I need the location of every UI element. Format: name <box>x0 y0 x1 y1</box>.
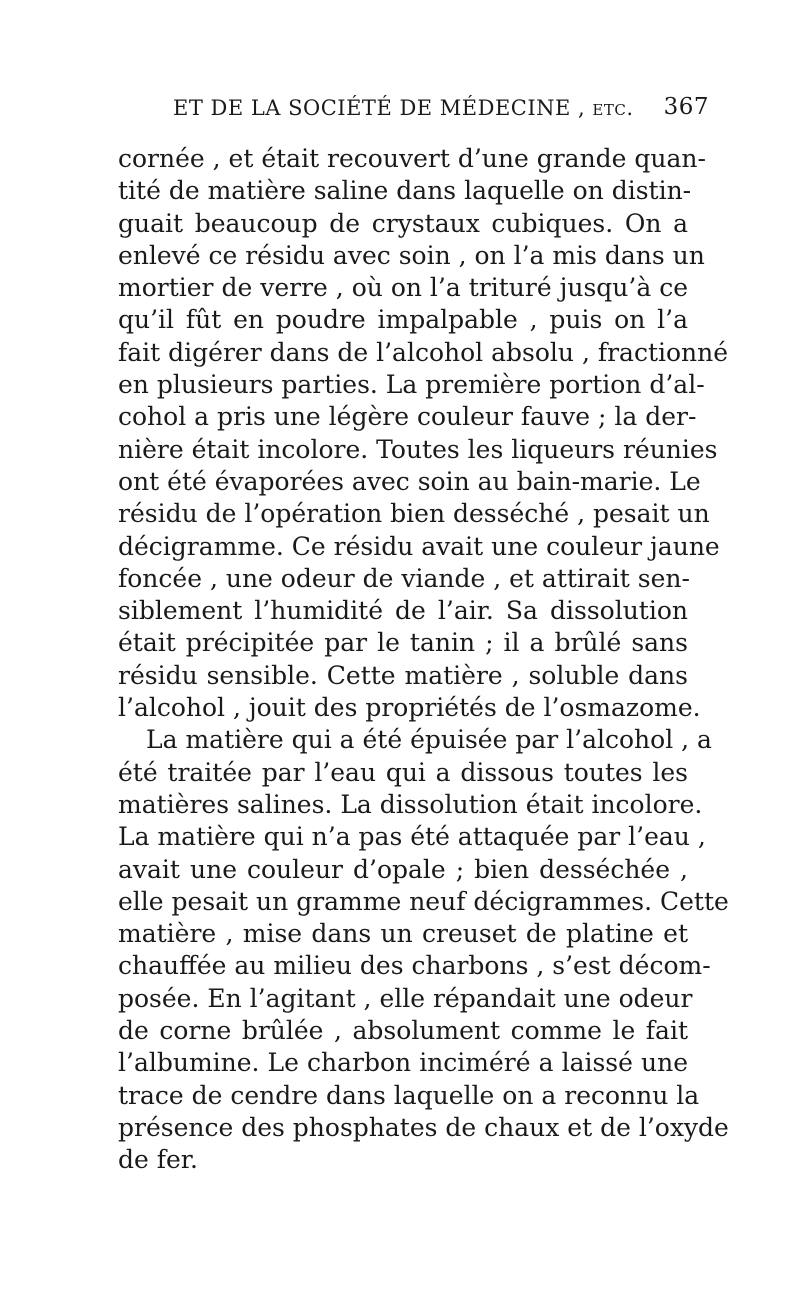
text-line: l’alcohol , jouit des propriétés de l’osmazome. <box>118 693 701 723</box>
text-line: résidu de l’opération bien desséché , pesait un <box>118 499 710 529</box>
text-line: elle pesait un gramme neuf décigrammes. Cette <box>118 886 729 916</box>
text-line: matières salines. La dissolution était incolore. <box>118 789 703 819</box>
text-line: chauffée au milieu des charbons , s’est décom- <box>118 951 711 981</box>
text-line: était précipitée par le tanin ; il a brûlé sans <box>118 628 688 658</box>
text-line: tité de matière saline dans laquelle on distin- <box>118 176 692 206</box>
text-line-paragraph-start: La matière qui a été épuisée par l’alcohol , a <box>146 725 712 755</box>
text-line: présence des phosphates de chaux et de l’oxyde <box>118 1112 729 1142</box>
running-head-title: ET DE LA SOCIÉTÉ DE MÉDECINE , etc. <box>173 96 634 120</box>
text-line: fait digérer dans de l’alcohol absolu , fractionné <box>118 337 729 367</box>
running-head <box>173 96 713 132</box>
text-line: matière , mise dans un creuset de platine et <box>118 919 688 949</box>
text-line: en plusieurs parties. La première portion d’al- <box>118 370 705 400</box>
text-line: trace de cendre dans laquelle on a reconnu la <box>118 1080 700 1110</box>
text-line: guait beaucoup de crystaux cubiques. On a <box>118 208 688 238</box>
page-number: 367 <box>663 94 709 120</box>
text-line: nière était incolore. Toutes les liqueurs réunies <box>118 434 718 464</box>
text-line: qu’il fût en poudre impalpable , puis on l’a <box>118 305 688 335</box>
text-line: foncée , une odeur de viande , et attirait sen- <box>118 563 690 593</box>
text-line: cornée , et était recouvert d’une grande quan- <box>118 144 706 173</box>
text-line: siblement l’humidité de l’air. Sa dissolution <box>118 596 688 626</box>
text-line: posée. En l’agitant , elle répandait une odeur <box>118 983 693 1013</box>
body-text <box>118 143 729 1177</box>
text-line: ont été évaporées avec soin au bain-marie. Le <box>118 466 701 496</box>
text-line: de corne brûlée , absolument comme le fait <box>118 1016 688 1046</box>
text-line: mortier de verre , où on l’a trituré jusqu’à ce <box>118 273 688 303</box>
text-line: résidu sensible. Cette matière , soluble dans <box>118 660 688 690</box>
text-line: été traitée par l’eau qui a dissous toutes les <box>118 757 688 787</box>
text-line: La matière qui n’a pas été attaquée par l’eau , <box>118 822 706 852</box>
text-line: l’albumine. Le charbon inciméré a laissé une <box>118 1048 688 1078</box>
text-line: avait une couleur d’opale ; bien desséchée , <box>118 854 688 884</box>
text-line: de fer. <box>118 1145 198 1175</box>
text-line: décigramme. Ce résidu avait une couleur jaune <box>118 531 720 561</box>
text-line: cohol a pris une légère couleur fauve ; la der- <box>118 402 697 432</box>
text-line: enlevé ce résidu avec soin , on l’a mis dans un <box>118 240 705 270</box>
